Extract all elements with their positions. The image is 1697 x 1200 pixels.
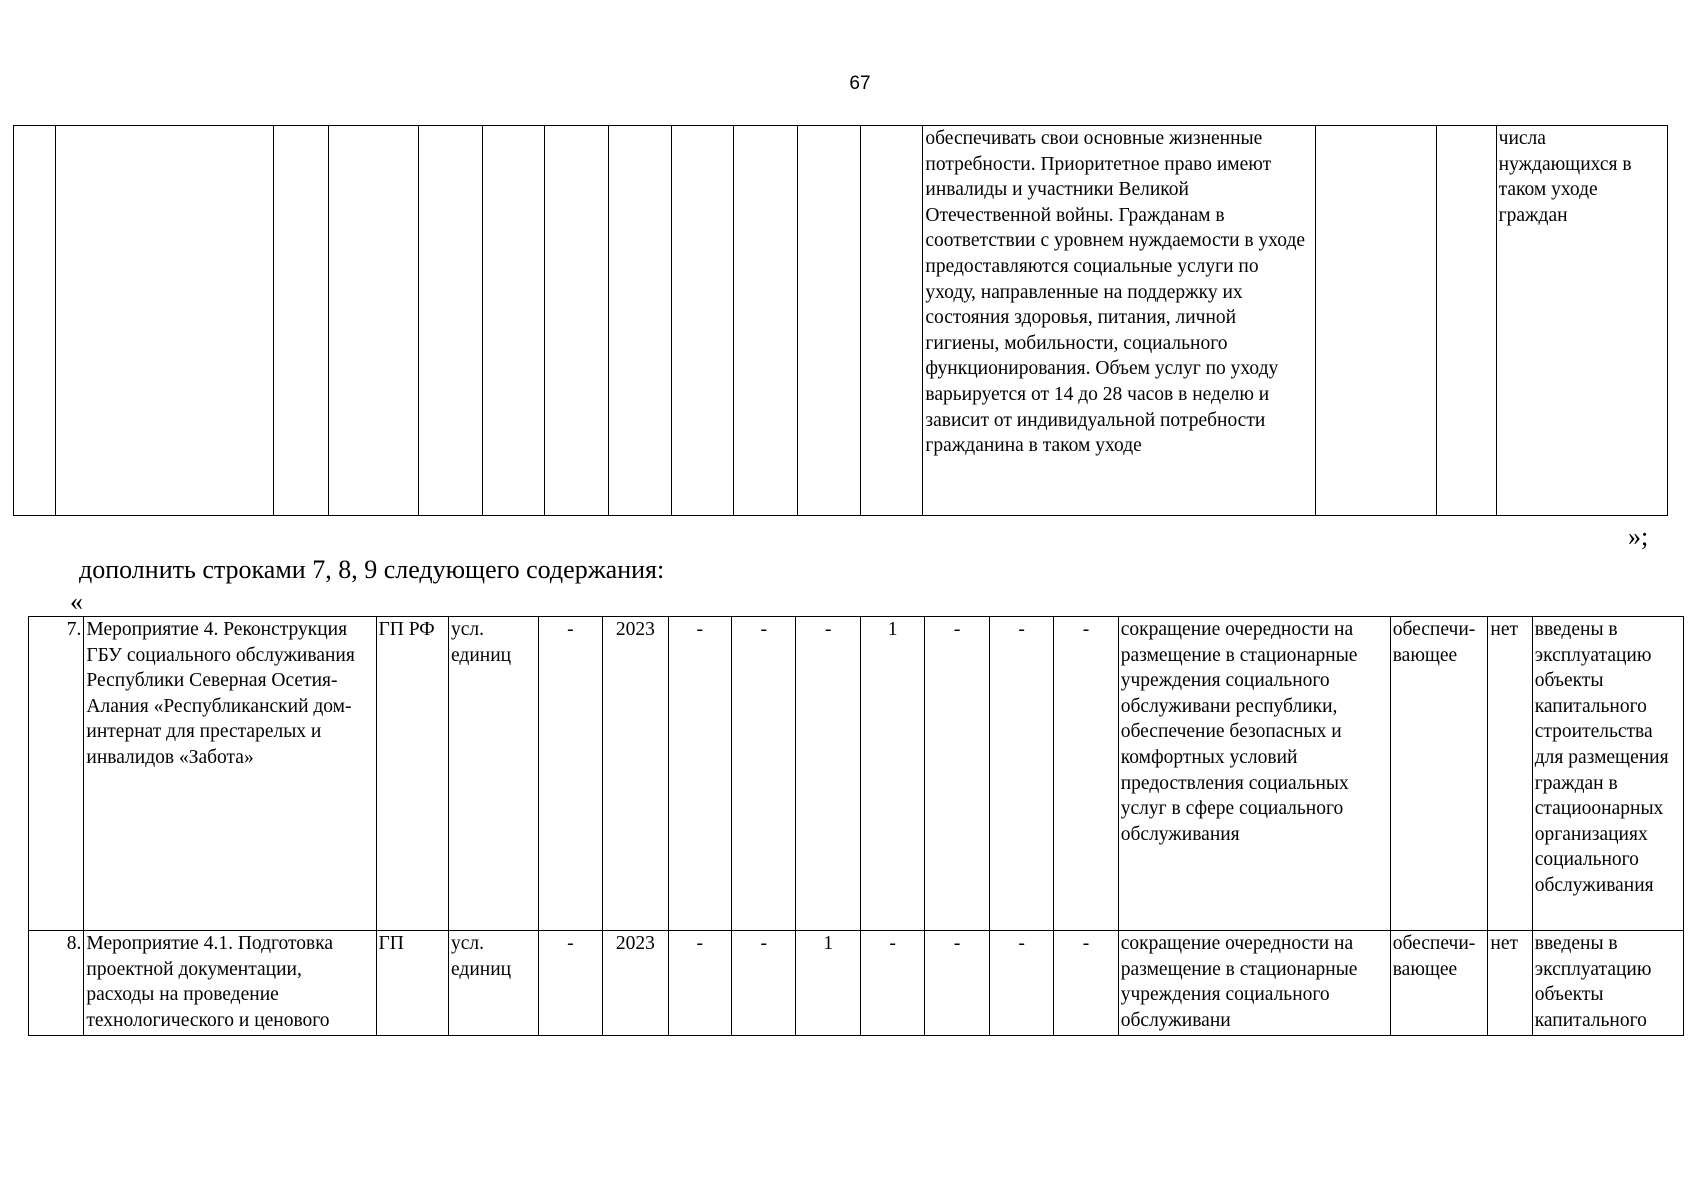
description-cell: обеспечивать свои основные жизненные потребности. Приоритетное право имеют инвалиды и участники Великой Отечественной войны. Гражданам в соответствии с уровнем нуждаемости в уходе предоставляются социальные услуги по уходу, направленные на поддержку их состояния здоровья, питания, личной гигиены, мобильности, социального функционирования. Объем услуг по уходу варьируется от 14 до 28 часов в неделю и зависит от индивидуальной потребности гражданина в таком уходе [923,126,1316,516]
value-cell: - [538,617,602,931]
table-row [29,617,1684,931]
type-cell: обеспечи-вающее [1390,617,1488,931]
closing-quote: »; [1628,522,1649,551]
source-cell: ГП РФ [376,617,449,931]
table-row [29,931,1684,1036]
value-cell: - [796,617,860,931]
value-cell: - [732,617,796,931]
result-cell: сокращение очередности на размещение в стационарные учреждения социального обслуживани республики, обеспечение безопасных и комфортных условий предоствления социальных услуг в сфере социального обслуживания [1118,617,1390,931]
table-cell [798,126,861,516]
unit-cell: усл. единиц [449,931,539,1036]
effect-cell: введены в эксплуатацию объекты капитального [1532,931,1683,1036]
continued-table [13,125,1668,516]
added-rows-table [28,616,1684,1036]
row-number: 8. [29,931,84,1036]
value-cell: - [989,931,1053,1036]
flag-cell: нет [1488,617,1532,931]
value-cell: 2023 [603,617,668,931]
result-cell: сокращение очередности на размещение в стационарные учреждения социального обслуживани [1118,931,1390,1036]
effect-cell: введены в эксплуатацию объекты капитального строительства для размещения граждан в стациоонарных организациях социального обслуживания [1532,617,1683,931]
value-cell: 2023 [603,931,668,1036]
table-cell [329,126,419,516]
activity-name: Мероприятие 4.1. Подготовка проектной документации, расходы на проведение технологического и ценового [84,931,376,1036]
table-cell [1316,126,1437,516]
unit-cell: усл. единиц [449,617,539,931]
page-number: 67 [849,73,871,94]
table-cell [671,126,734,516]
source-cell: ГП [376,931,449,1036]
flag-cell: нет [1488,931,1532,1036]
table-cell [482,126,545,516]
table-cell [14,126,56,516]
table-cell [274,126,329,516]
type-cell: обеспечи-вающее [1390,931,1488,1036]
value-cell: 1 [796,931,860,1036]
activity-name: Мероприятие 4. Реконструкция ГБУ социального обслуживания Республики Северная Осетия-Алания «Республиканский дом-интернат для престарелых и инвалидов «Забота» [84,617,376,931]
table-cell [734,126,798,516]
table-cell [1437,126,1497,516]
value-cell: - [538,931,602,1036]
indicator-cell: числа нуждающихся в таком уходе граждан [1496,126,1667,516]
row-number: 7. [29,617,84,931]
value-cell: - [925,931,989,1036]
value-cell: - [668,617,731,931]
amendment-intro: дополнить строками 7, 8, 9 следующего содержания: [79,555,665,584]
value-cell: 1 [860,617,924,931]
table-cell [55,126,273,516]
table-cell [860,126,923,516]
value-cell: - [989,617,1053,931]
value-cell: - [860,931,924,1036]
value-cell: - [1054,931,1118,1036]
table-cell [419,126,483,516]
value-cell: - [1054,617,1118,931]
value-cell: - [925,617,989,931]
table-cell [545,126,609,516]
table-row [14,126,1668,516]
value-cell: - [732,931,796,1036]
value-cell: - [668,931,731,1036]
opening-quote: « [70,587,83,616]
table-cell [609,126,672,516]
